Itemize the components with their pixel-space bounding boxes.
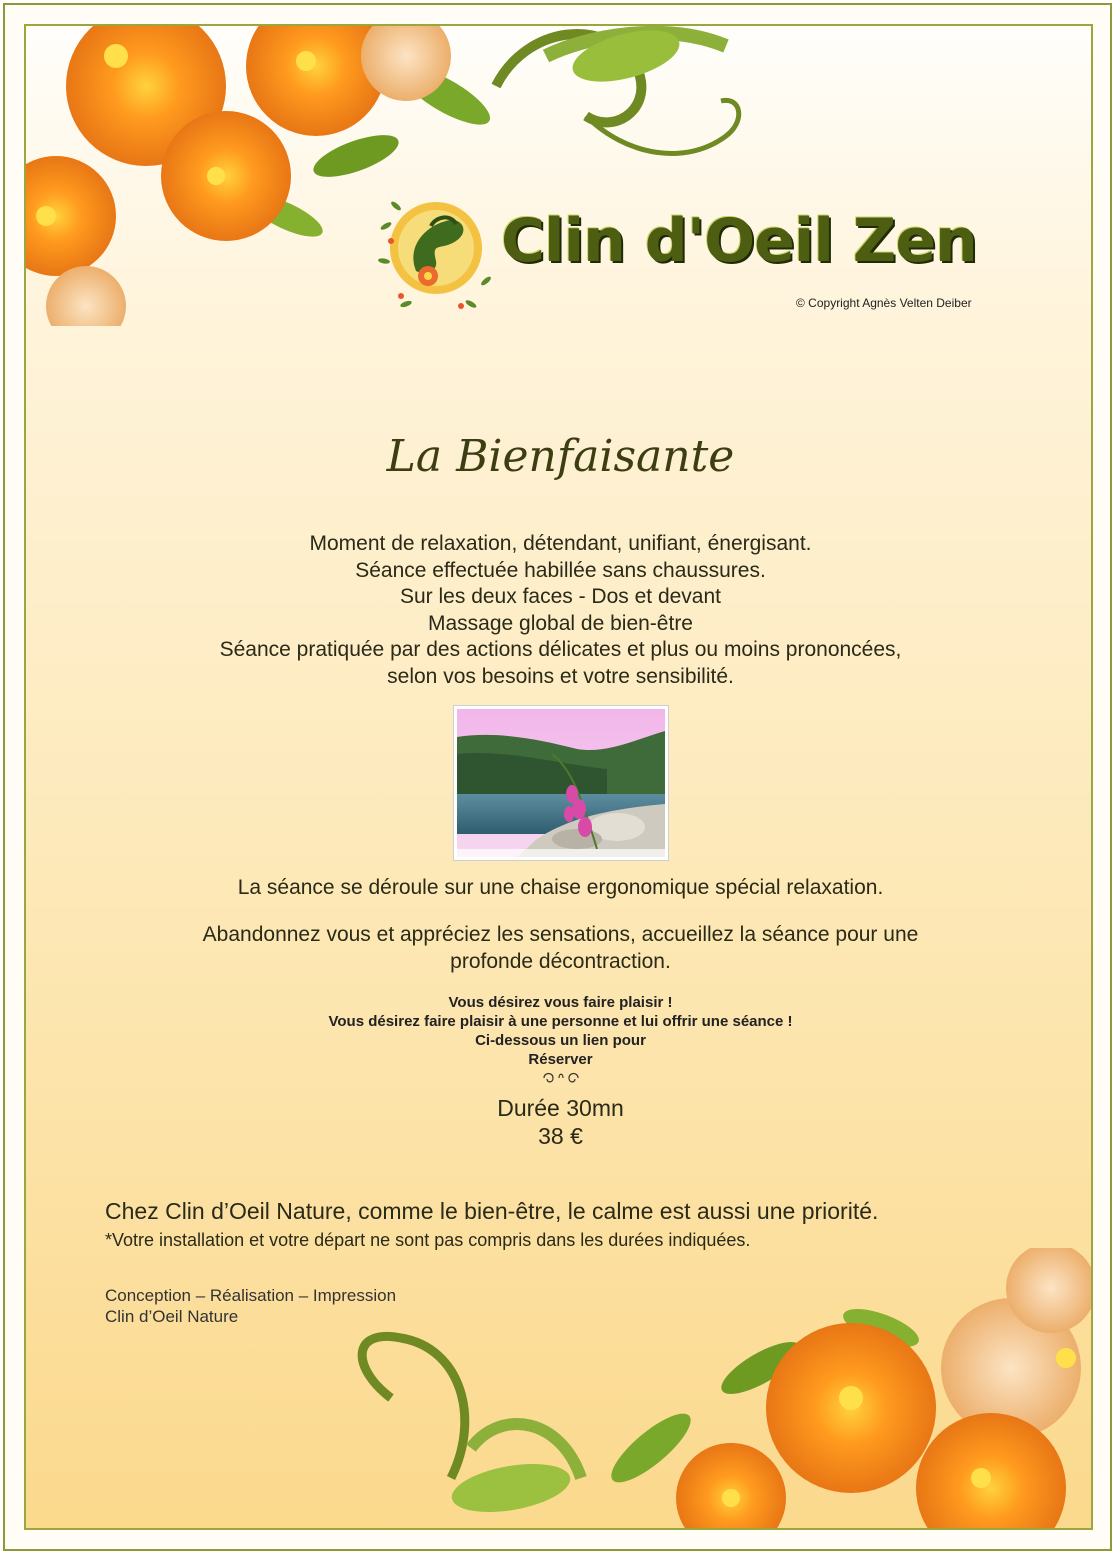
floral-corner-bottom-right xyxy=(331,1248,1091,1528)
flyer-panel xyxy=(24,24,1093,1530)
abandon-line: Abandonnez vous et appréciez les sensations, accueillez la séance pour une xyxy=(202,923,919,946)
offer-line: Ci-dessous un lien pour xyxy=(475,1032,646,1049)
credits-line: Clin d’Oeil Nature xyxy=(105,1307,239,1326)
description-block xyxy=(26,531,1093,690)
description-line: Sur les deux faces - Dos et devant xyxy=(400,585,721,608)
price-label: 38 € xyxy=(538,1123,583,1149)
offer-line: Vous désirez faire plaisir à une personne et lui offrir une séance ! xyxy=(328,1013,793,1030)
description-line: Séance effectuée habillée sans chaussures. xyxy=(355,558,766,582)
description-line: Séance pratiquée par des actions délicates et plus ou moins prononcées, xyxy=(219,638,902,661)
description-line: Moment de relaxation, détendant, unifiant, énergisant. xyxy=(309,532,812,555)
pricing-block xyxy=(26,1094,1093,1150)
abandon-line: profonde décontraction. xyxy=(450,950,671,973)
offer-block xyxy=(26,993,1093,1069)
lake-landscape-photo xyxy=(457,709,665,857)
logo-emblem-icon xyxy=(376,186,496,316)
duration-label: Durée 30mn xyxy=(497,1095,624,1121)
credits-line: Conception – Réalisation – Impression xyxy=(105,1286,397,1305)
calm-statement: Chez Clin d’Oeil Nature, comme le bien-être, le calme est aussi une priorité. xyxy=(105,1198,879,1224)
page-title: La Bienfaisante xyxy=(386,431,735,482)
offer-line: Vous désirez vous faire plaisir ! xyxy=(448,994,673,1011)
abandon-paragraph xyxy=(26,921,1093,975)
reserve-link[interactable]: Réserver xyxy=(528,1051,593,1068)
copyright-notice: © Copyright Agnès Velten Deiber xyxy=(796,296,972,310)
brand-logo xyxy=(376,186,1016,316)
description-line: Massage global de bien-être xyxy=(427,611,693,635)
footnote: *Votre installation et votre départ ne sont pas compris dans les durées indiquées. xyxy=(105,1230,751,1250)
logo-wordmark: Clin d'Oeil Zen xyxy=(501,206,977,276)
ornament-divider-icon xyxy=(26,1071,1093,1089)
chair-paragraph: La séance se déroule sur une chaise ergonomique spécial relaxation. xyxy=(237,876,884,899)
credits-block xyxy=(105,1285,396,1327)
description-line: selon vos besoins et votre sensibilité. xyxy=(387,664,734,688)
